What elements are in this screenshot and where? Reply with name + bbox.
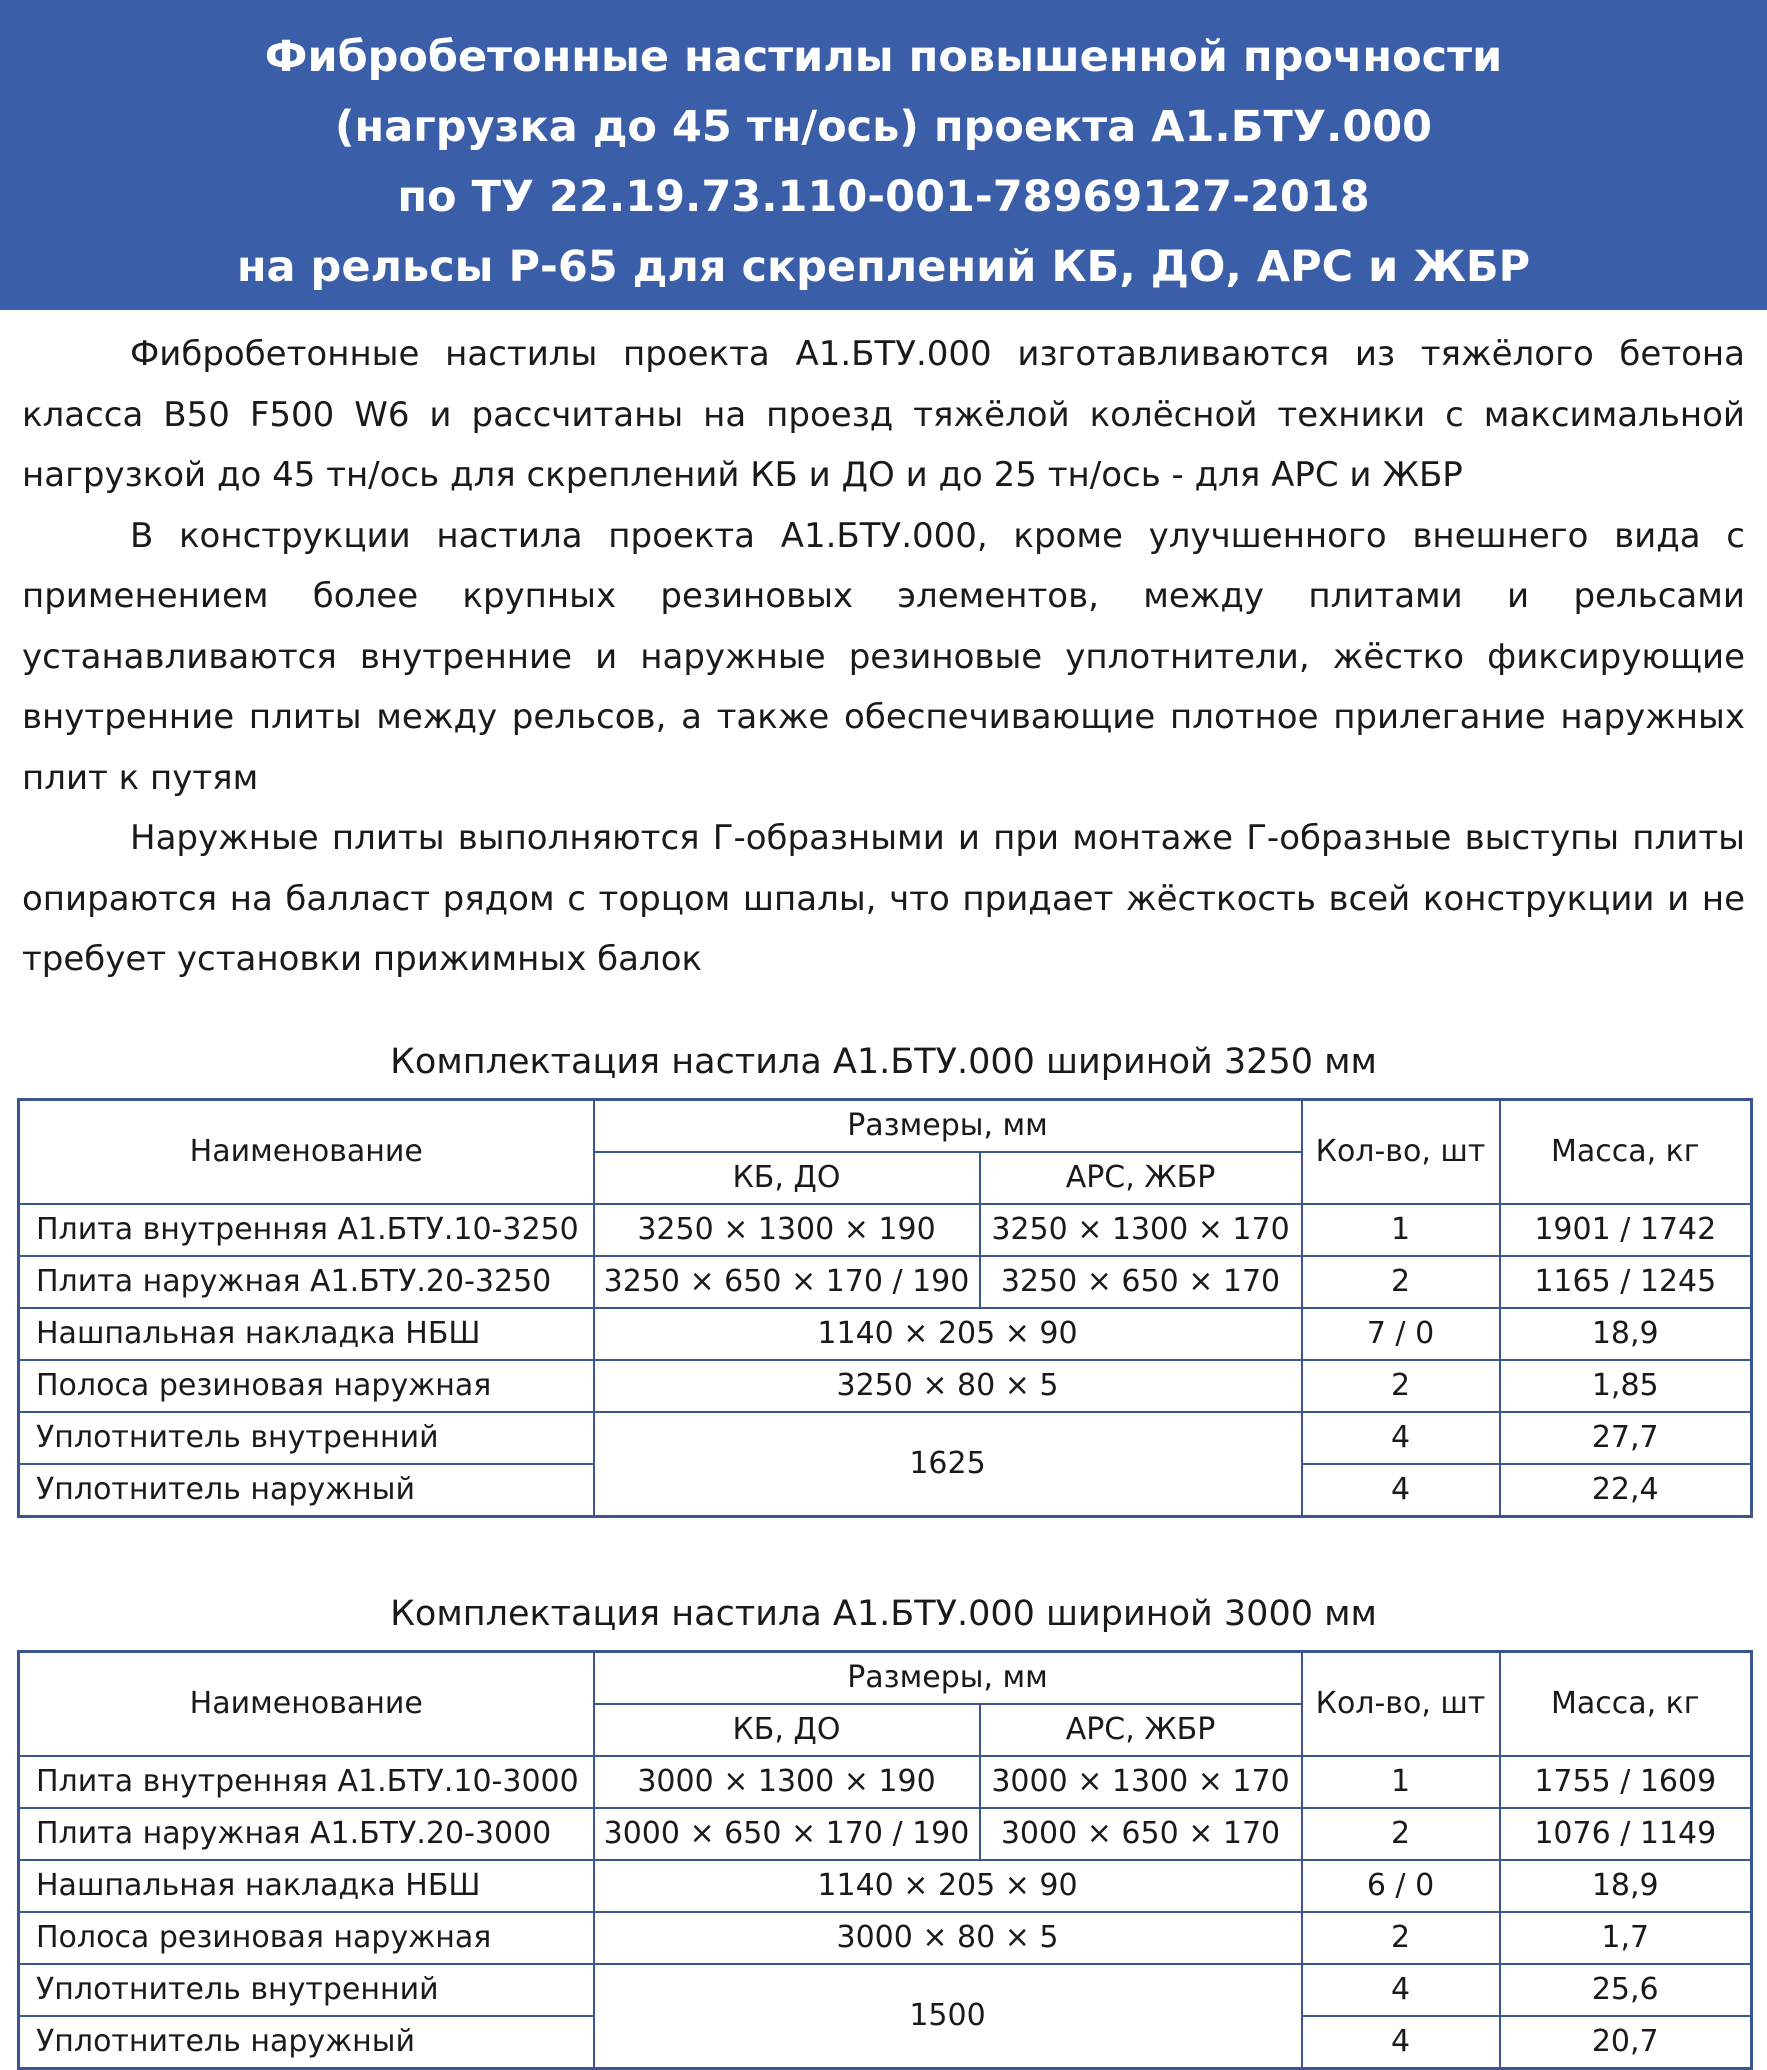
table-3250	[17, 1098, 1753, 1518]
row-mass: 25,6	[1500, 1964, 1752, 2016]
row-size-kb: 3000 × 650 × 170 / 190	[594, 1808, 980, 1860]
row-name: Плита внутренняя А1.БТУ.10-3250	[19, 1204, 594, 1256]
row-qty: 1	[1302, 1756, 1500, 1808]
row-mass: 1755 / 1609	[1500, 1756, 1752, 1808]
row-name: Плита наружная А1.БТУ.20-3250	[19, 1256, 594, 1308]
header-sizes: Размеры, мм	[594, 1651, 1302, 1704]
table-row	[19, 1360, 1752, 1412]
header-line-4: на рельсы Р-65 для скреплений КБ, ДО, АРС и ЖБР	[236, 242, 1531, 292]
table-row	[19, 1412, 1752, 1464]
header-qty: Кол-во, шт	[1302, 1651, 1500, 1756]
row-name: Уплотнитель наружный	[19, 2016, 594, 2069]
row-qty: 2	[1302, 1256, 1500, 1308]
row-mass: 20,7	[1500, 2016, 1752, 2069]
row-name: Полоса резиновая наружная	[19, 1912, 594, 1964]
row-qty: 7 / 0	[1302, 1308, 1500, 1360]
row-qty: 6 / 0	[1302, 1860, 1500, 1912]
page-header	[0, 0, 1767, 310]
header-ars-zhbr: АРС, ЖБР	[980, 1152, 1302, 1204]
row-qty: 4	[1302, 1464, 1500, 1517]
row-mass: 27,7	[1500, 1412, 1752, 1464]
row-qty: 2	[1302, 1360, 1500, 1412]
row-name: Плита наружная А1.БТУ.20-3000	[19, 1808, 594, 1860]
row-size-kb: 3250 × 1300 × 190	[594, 1204, 980, 1256]
row-qty: 2	[1302, 1808, 1500, 1860]
row-size-ars: 3250 × 1300 × 170	[980, 1204, 1302, 1256]
row-qty: 2	[1302, 1912, 1500, 1964]
row-size: 1140 × 205 × 90	[594, 1860, 1302, 1912]
row-name: Уплотнитель наружный	[19, 1464, 594, 1517]
intro-paragraph-3: Наружные плиты выполняются Г-образными и при монтаже Г-образные выступы плиты опираются на балласт рядом с торцом шпалы, что придает жёсткость всей конструкции и не требует установки прижимных балок	[22, 818, 1745, 979]
row-qty: 4	[1302, 1412, 1500, 1464]
header-mass: Масса, кг	[1500, 1099, 1752, 1204]
row-name: Уплотнитель внутренний	[19, 1964, 594, 2016]
table-row	[19, 1204, 1752, 1256]
header-mass: Масса, кг	[1500, 1651, 1752, 1756]
row-mass: 1165 / 1245	[1500, 1256, 1752, 1308]
header-line-1: Фибробетонные настилы повышенной прочности	[264, 32, 1503, 82]
row-name: Полоса резиновая наружная	[19, 1360, 594, 1412]
table-row	[19, 1308, 1752, 1360]
seal-size: 1500	[594, 1964, 1302, 2069]
header-kb-do: КБ, ДО	[594, 1152, 980, 1204]
row-mass: 1,7	[1500, 1912, 1752, 1964]
header-name: Наименование	[19, 1651, 594, 1756]
row-size-kb: 3250 × 650 × 170 / 190	[594, 1256, 980, 1308]
row-mass: 18,9	[1500, 1860, 1752, 1912]
table-row	[19, 1256, 1752, 1308]
table-row	[19, 1912, 1752, 1964]
row-name: Нашпальная накладка НБШ	[19, 1308, 594, 1360]
row-name: Нашпальная накладка НБШ	[19, 1860, 594, 1912]
header-line-3: по ТУ 22.19.73.110-001-78969127-2018	[397, 172, 1370, 222]
intro-paragraph-1: Фибробетонные настилы проекта А1.БТУ.000 изготавливаются из тяжёлого бетона класса В50 F500 W6 и рассчитаны на проезд тяжёлой колёсной техники с максимальной нагрузкой до 45 тн/ось для скреплений КБ и ДО и до 25 тн/ось - для АРС и ЖБР	[22, 334, 1745, 495]
row-size: 1140 × 205 × 90	[594, 1308, 1302, 1360]
row-size: 3000 × 80 × 5	[594, 1912, 1302, 1964]
row-mass: 22,4	[1500, 1464, 1752, 1517]
intro-text	[0, 324, 1767, 990]
row-size-kb: 3000 × 1300 × 190	[594, 1756, 980, 1808]
row-mass: 18,9	[1500, 1308, 1752, 1360]
table-3250-title: Комплектация настила А1.БТУ.000 шириной 3250 мм	[390, 1041, 1377, 1082]
row-size-ars: 3250 × 650 × 170	[980, 1256, 1302, 1308]
row-qty: 4	[1302, 2016, 1500, 2069]
table-row	[19, 1808, 1752, 1860]
row-name: Плита внутренняя А1.БТУ.10-3000	[19, 1756, 594, 1808]
row-mass: 1076 / 1149	[1500, 1808, 1752, 1860]
header-line-2: (нагрузка до 45 тн/ось) проекта А1.БТУ.000	[334, 102, 1433, 152]
table-row	[19, 1964, 1752, 2016]
row-size-ars: 3000 × 1300 × 170	[980, 1756, 1302, 1808]
row-mass: 1901 / 1742	[1500, 1204, 1752, 1256]
row-qty: 4	[1302, 1964, 1500, 2016]
row-size: 3250 × 80 × 5	[594, 1360, 1302, 1412]
row-mass: 1,85	[1500, 1360, 1752, 1412]
row-qty: 1	[1302, 1204, 1500, 1256]
table-row	[19, 1756, 1752, 1808]
table-3000-title: Комплектация настила А1.БТУ.000 шириной 3000 мм	[390, 1593, 1377, 1634]
header-kb-do: КБ, ДО	[594, 1704, 980, 1756]
table-3000	[17, 1650, 1753, 2070]
header-name: Наименование	[19, 1099, 594, 1204]
intro-paragraph-2: В конструкции настила проекта А1.БТУ.000, кроме улучшенного внешнего вида с применением более крупных резиновых элементов, между плитами и рельсами устанавливаются внутренние и наружные резиновые уплотнители, жёстко фиксирующие внутренние плиты между рельсов, а также обеспечивающие плотное прилегание наружных плит к путям	[22, 515, 1745, 798]
row-name: Уплотнитель внутренний	[19, 1412, 594, 1464]
table-row	[19, 1860, 1752, 1912]
seal-size: 1625	[594, 1412, 1302, 1517]
row-size-ars: 3000 × 650 × 170	[980, 1808, 1302, 1860]
header-sizes: Размеры, мм	[594, 1099, 1302, 1152]
header-qty: Кол-во, шт	[1302, 1099, 1500, 1204]
header-ars-zhbr: АРС, ЖБР	[980, 1704, 1302, 1756]
